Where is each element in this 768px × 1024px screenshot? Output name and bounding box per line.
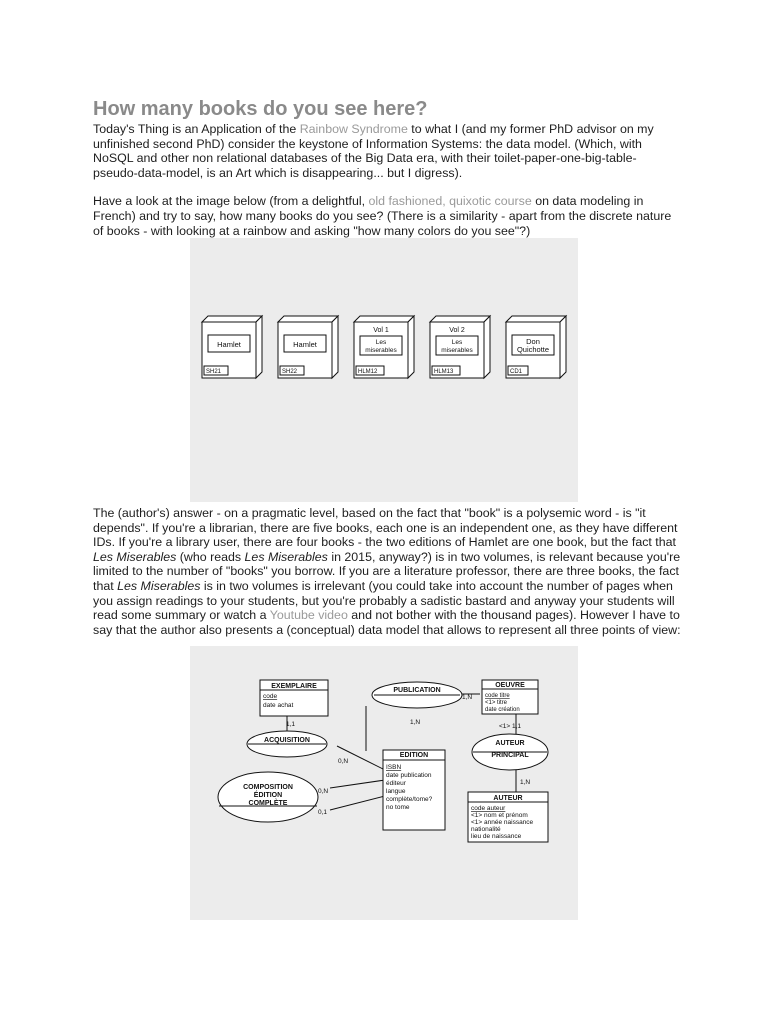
cardinality-label: 1,N — [520, 779, 531, 786]
books-figure — [190, 238, 578, 502]
book-title: miserables — [365, 347, 397, 354]
entity-attr: nationalité — [471, 826, 501, 833]
book-title: Hamlet — [293, 340, 317, 349]
entity-attr: date publication — [386, 772, 432, 779]
entity-title: EXEMPLAIRE — [271, 683, 317, 690]
text: to what I (and my former PhD advisor on my unfinished second PhD) consider the keystone of Information Systems: the data model. (Which, with NoSQL and other non relational databases of the Big Data era, with their toilet-paper-one-big-table-pseudo-data-model, is an Art which is disappearing... but I digress). — [93, 122, 654, 180]
entity-edition — [383, 750, 445, 830]
question-paragraph — [93, 194, 678, 238]
text: and not bother with the thousand pages). However I have to say that the author also presents a (conceptual) data model that allows to represent all three points of view: — [93, 608, 681, 637]
book-1 — [202, 316, 262, 378]
books-illustration — [190, 238, 578, 502]
data-model-figure — [190, 646, 578, 920]
text: is in two volumes is irrelevant (you could take into account the number of pages when you assign readings to your students, but you're probably a sadistic bastard and anyway your students will read some summary or watch a — [93, 578, 675, 623]
book-title: Don — [526, 337, 540, 346]
data-model-diagram — [190, 646, 578, 920]
book-3 — [354, 316, 414, 378]
relation-title: AUTEUR — [495, 740, 525, 747]
relation-publication — [372, 682, 462, 708]
book-id: SH21 — [206, 369, 222, 375]
text: The (author's) answer - on a pragmatic level, based on the fact that "book" is a polysemic word - is "it depends". If you're a librarian, there are five books, each one is an independent one, as they have different IDs. If you're a library user, there are four books - the two editions of Hamlet are one book, but the fact that — [93, 506, 678, 550]
entity-attr: no tome — [386, 804, 410, 811]
text: Today's Thing is an Application of the — [93, 122, 300, 136]
book-title: miserables — [441, 347, 473, 354]
entity-attr: date achat — [263, 702, 294, 709]
relation-title: COMPLÈTE — [248, 800, 288, 807]
book-id: SH22 — [282, 369, 298, 375]
entity-attr: code auteur — [471, 805, 506, 812]
cardinality-label: 0,1 — [318, 809, 328, 816]
relation-title: PUBLICATION — [393, 687, 441, 694]
text: on data modeling in French) and try to say, how many books do you see? (There is a similarity - apart from the discrete nature of books - with looking at a rainbow and asking "how many colors do you see"?) — [93, 194, 672, 238]
entity-attr: code titre — [485, 693, 510, 699]
youtube-video-link[interactable]: Youtube video — [269, 608, 348, 623]
intro-paragraph — [93, 122, 678, 180]
entity-attr: <1> titre — [485, 700, 508, 706]
italic-title: Les Miserables — [244, 549, 328, 564]
answer-paragraph — [93, 506, 683, 637]
book-id: HLM12 — [358, 369, 378, 375]
cardinality-label: 0,N — [338, 758, 349, 765]
book-volume: Vol 1 — [373, 327, 389, 334]
entity-attr: ISBN — [386, 764, 402, 771]
entity-attr: code — [263, 693, 278, 700]
entity-attr: <1> année naissance — [471, 819, 534, 826]
book-title: Quichotte — [516, 345, 550, 354]
book-title: Les — [375, 339, 387, 346]
text: Have a look at the image below (from a delightful, — [93, 194, 369, 209]
entity-title: OEUVRE — [495, 682, 525, 689]
book-5 — [506, 316, 566, 378]
text: (who reads — [176, 549, 245, 564]
entity-title: AUTEUR — [493, 795, 523, 802]
entity-attr: éditeur — [386, 780, 406, 787]
entity-auteur — [468, 792, 548, 842]
answer-section — [93, 506, 683, 637]
entity-attr: complète/tome? — [386, 796, 433, 803]
rainbow-syndrome-link[interactable]: Rainbow Syndrome — [299, 122, 408, 136]
entity-exemplaire — [260, 680, 328, 716]
entity-oeuvre — [482, 680, 538, 714]
cardinality-label: <1> 1,1 — [499, 723, 522, 730]
course-link[interactable]: old fashioned, quixotic course — [368, 194, 532, 209]
cardinality-label: 1,N — [410, 719, 421, 726]
book-id: CD1 — [510, 369, 523, 375]
relation-auteur-principal — [472, 734, 548, 770]
relation-title: ÉDITION — [253, 792, 283, 799]
page-title: How many books do you see here? — [93, 98, 428, 120]
entity-attr: langue — [386, 788, 406, 795]
book-title: Les — [451, 339, 463, 346]
book-id: HLM13 — [434, 369, 454, 375]
book-title: Hamlet — [217, 340, 241, 349]
relation-composition — [218, 772, 318, 822]
relation-title: PRINCIPAL — [491, 752, 529, 759]
book-volume: Vol 2 — [449, 327, 465, 334]
book-4 — [430, 316, 490, 378]
cardinality-label: 1,N — [462, 694, 473, 701]
entity-attr: <1> nom et prénom — [471, 812, 528, 819]
entity-attr: lieu de naissance — [471, 833, 522, 840]
entity-title: EDITION — [399, 752, 429, 759]
cardinality-label: 0,N — [318, 788, 329, 795]
article — [93, 96, 678, 238]
entity-attr: date création — [485, 707, 520, 713]
relation-title: COMPOSITION — [243, 784, 293, 791]
cardinality-label: 1,1 — [286, 721, 296, 728]
book-2 — [278, 316, 338, 378]
relation-title: ACQUISITION — [264, 737, 310, 744]
text: in 2015, anyway?) is in two volumes, is relevant because you're limited to the number of "books" you borrow. If you are a literature professor, there are three books, the fact that — [93, 549, 681, 593]
italic-title: Les Miserables — [117, 578, 201, 593]
italic-title: Les Miserables — [93, 549, 177, 564]
relation-acquisition — [247, 731, 327, 757]
